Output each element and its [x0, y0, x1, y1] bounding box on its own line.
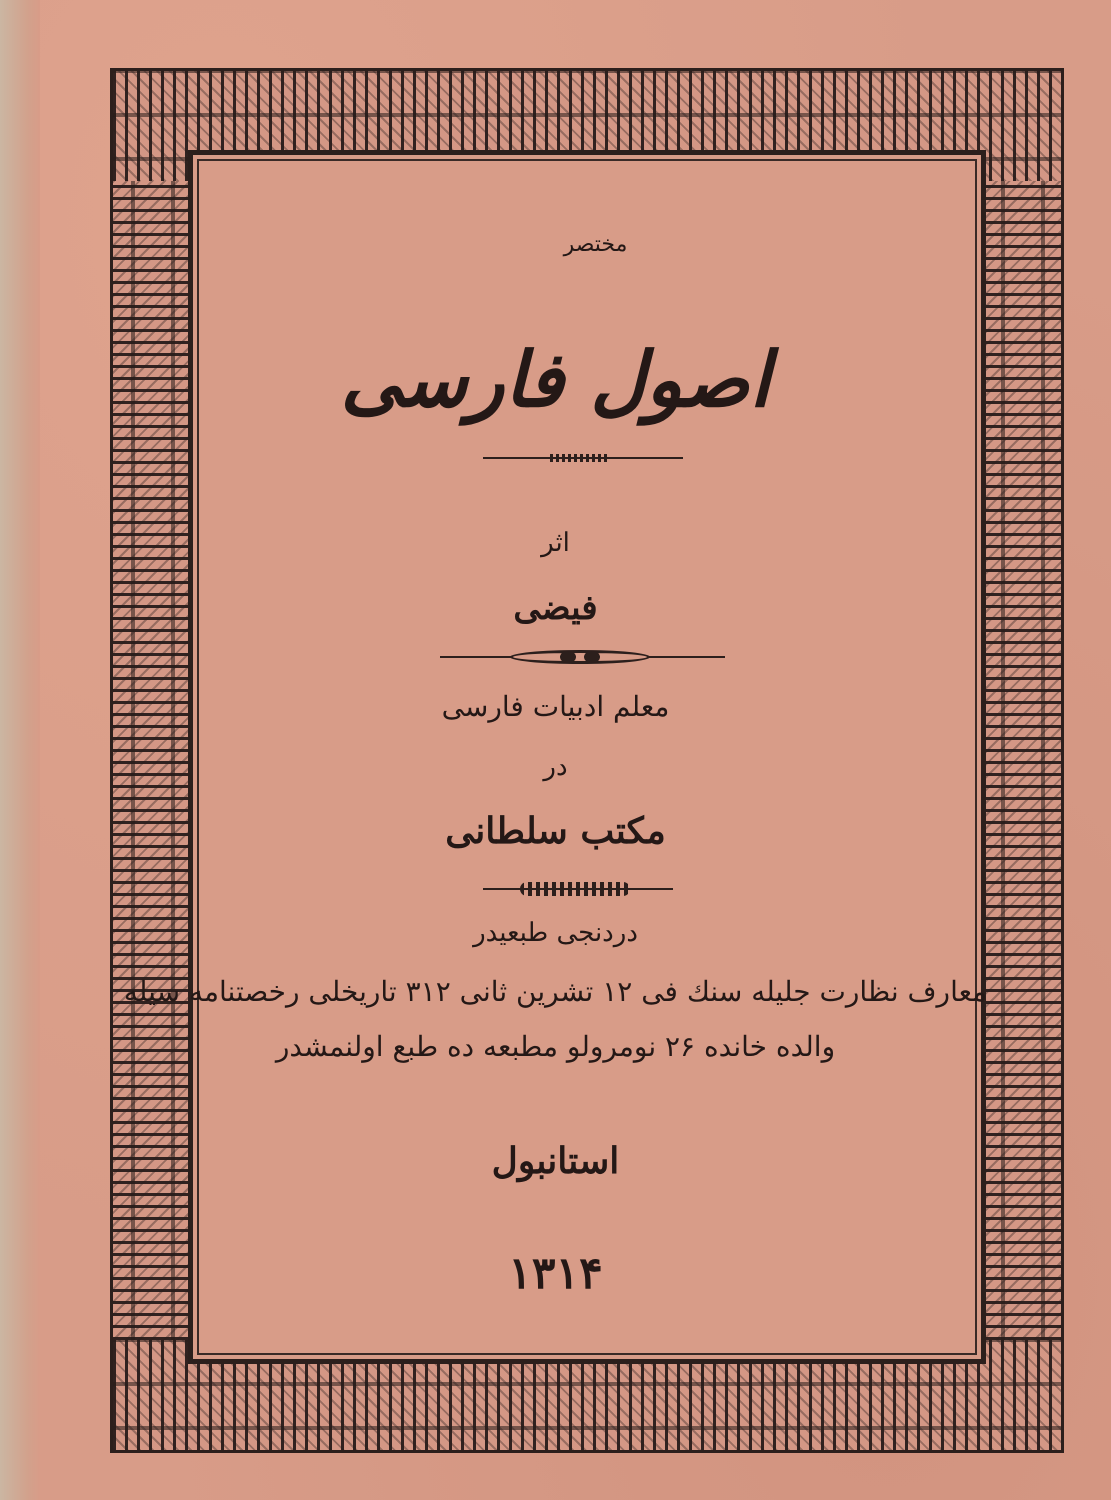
author-name: فیضی [513, 588, 598, 628]
author-position: معلم ادبیات فارسی [441, 690, 670, 723]
by-label: اثر [541, 528, 570, 558]
title-rule-ornament [550, 454, 610, 462]
subtitle: مختصر [563, 232, 628, 257]
ornament-dot [584, 651, 600, 663]
approval-line-1: معارف نظارت جلیله سنك فی ۱۲ تشرین ثانی ۳۱۲ تاریخلی رخصتنامه سیله [123, 975, 988, 1008]
author-rule-ornament [510, 650, 650, 664]
approval-line-2: والده خانده ۲۶ نومرولو مطبعه ده طبع اولنمشدر [275, 1030, 836, 1063]
city: استانبول [491, 1140, 620, 1182]
school-name: مکتب سلطانی [445, 810, 666, 852]
ornament-dot [560, 651, 576, 663]
book-title: اصول فارسی [340, 335, 771, 424]
edition-note: دردنجی طبعیدر [473, 918, 638, 948]
at-label: در [543, 752, 568, 782]
school-rule-ornament [520, 882, 630, 896]
year: ۱۳۱۴ [508, 1248, 603, 1299]
